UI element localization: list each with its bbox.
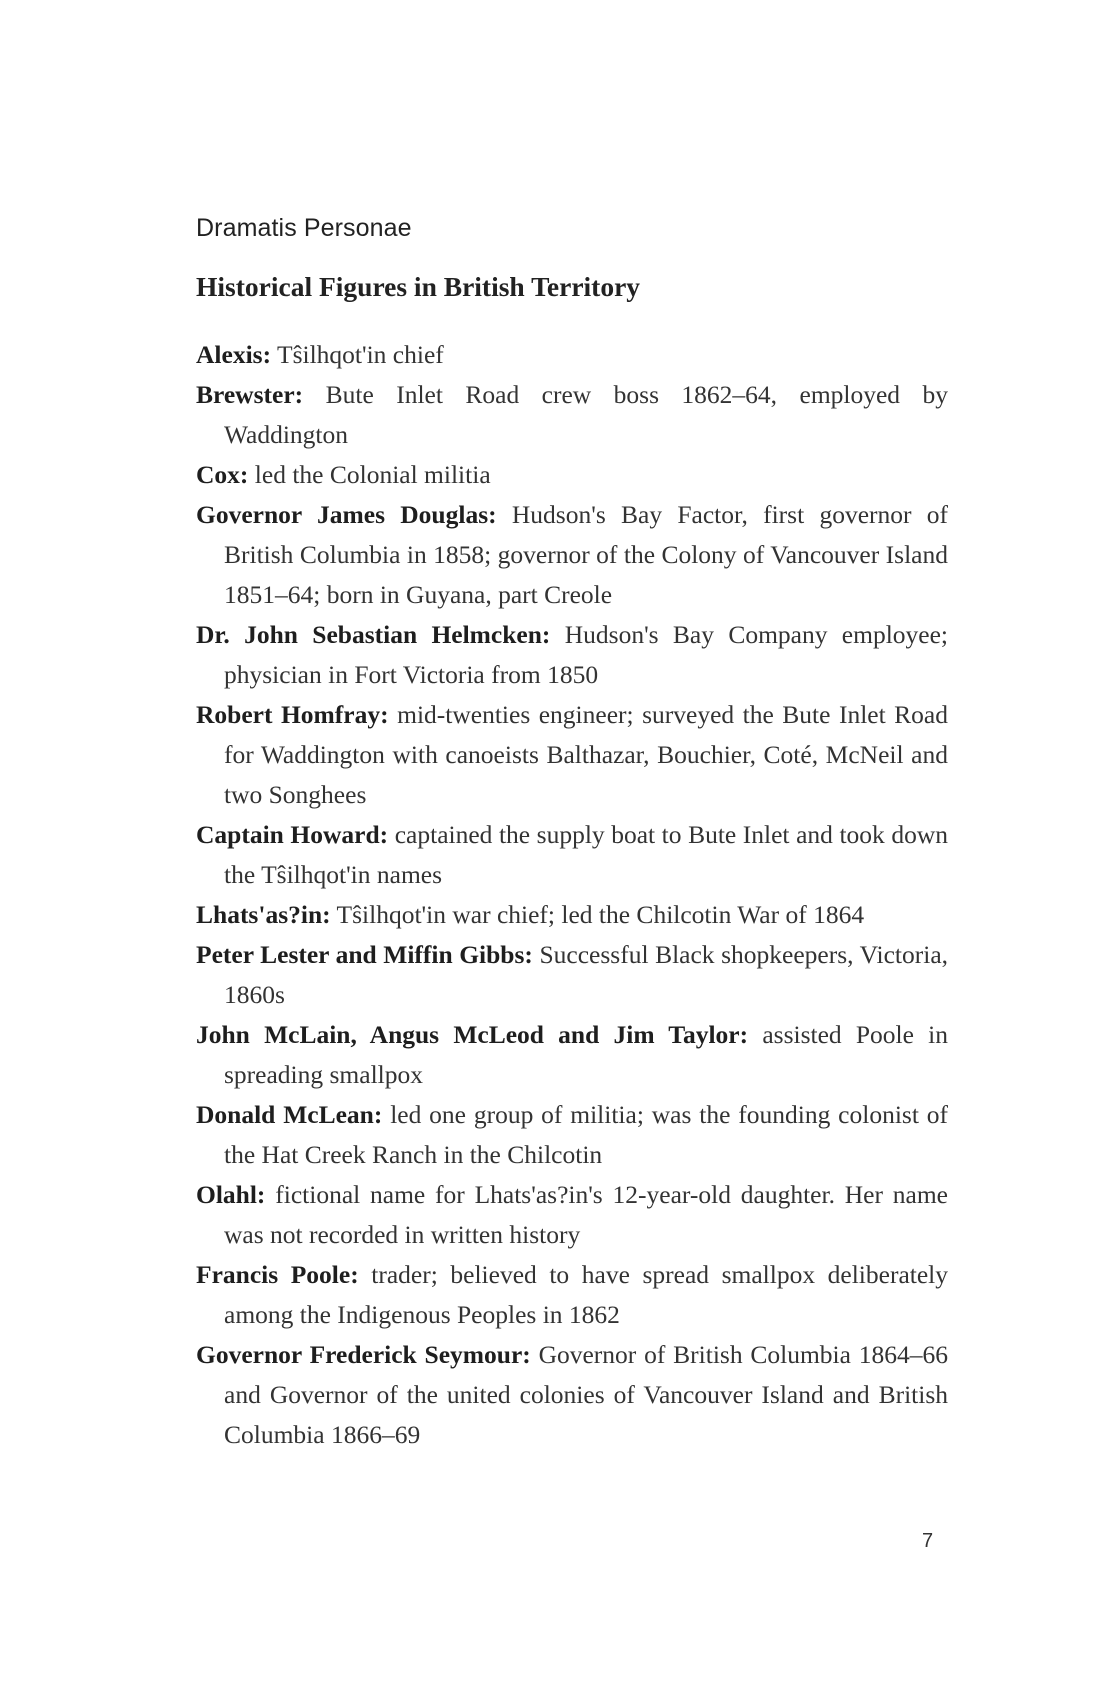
list-item (196, 335, 948, 375)
list-item (196, 895, 948, 935)
entry-description: led the Colonial militia (254, 460, 491, 489)
entry-description: trader; believed to have spread smallpox deliberately among the Indigenous Peoples in 1862 (224, 1260, 948, 1329)
entry-description: Successful Black shopkeepers, Victoria, 1860s (224, 940, 949, 1009)
list-item (196, 1175, 948, 1255)
entry-description: Tŝilhqot'in war chief; led the Chilcotin War of 1864 (336, 900, 865, 929)
list-item (196, 615, 948, 695)
list-item (196, 375, 948, 455)
entry-name: Donald McLean: (196, 1100, 383, 1129)
entry-description: Tŝilhqot'in chief (277, 340, 444, 369)
entry-name: Brewster: (196, 380, 304, 409)
entry-name: Governor Frederick Seymour: (196, 1340, 531, 1369)
list-item (196, 495, 948, 615)
list-item (196, 815, 948, 895)
entry-name: Governor James Douglas: (196, 500, 497, 529)
entry-description: captained the supply boat to Bute Inlet and took down the Tŝilhqot'in names (224, 820, 948, 889)
entry-name: Robert Homfray: (196, 700, 389, 729)
entry-name: Captain Howard: (196, 820, 389, 849)
entry-description: assisted Poole in spreading smallpox (224, 1020, 949, 1089)
entry-name: Peter Lester and Miffin Gibbs: (196, 940, 533, 969)
list-item (196, 935, 948, 1015)
entry-description: led one group of militia; was the founding colonist of the Hat Creek Ranch in the Chilcotin (224, 1100, 948, 1169)
entry-name: John McLain, Angus McLeod and Jim Taylor: (196, 1020, 749, 1049)
entry-description: fictional name for Lhats'as?in's 12-year-old daughter. Her name was not recorded in written history (224, 1180, 948, 1249)
section-title: Dramatis Personae (196, 214, 412, 242)
entry-name: Cox: (196, 460, 249, 489)
entry-name: Dr. John Sebastian Helmcken: (196, 620, 551, 649)
character-list (196, 335, 948, 1455)
list-item (196, 695, 948, 815)
list-item (196, 1095, 948, 1175)
entry-name: Alexis: (196, 340, 272, 369)
entry-description: Bute Inlet Road crew boss 1862–64, employed by Waddington (224, 380, 949, 449)
entry-description: mid-twenties engineer; surveyed the Bute Inlet Road for Waddington with canoeists Balthazar, Bouchier, Coté, McNeil and two Songhees (224, 700, 949, 809)
list-item (196, 455, 948, 495)
list-item (196, 1015, 948, 1095)
page-number: 7 (922, 1530, 934, 1552)
entry-description: Hudson's Bay Factor, first governor of British Columbia in 1858; governor of the Colony of Vancouver Island 1851–64; born in Guyana, part Creole (224, 500, 949, 609)
entry-description: Governor of British Columbia 1864–66 and Governor of the united colonies of Vancouver Island and British Columbia 1866–69 (224, 1340, 949, 1449)
list-item (196, 1255, 948, 1335)
list-item (196, 1335, 948, 1455)
page-heading: Historical Figures in British Territory (196, 271, 641, 302)
entry-name: Francis Poole: (196, 1260, 359, 1289)
entry-description: Hudson's Bay Company employee; physician in Fort Victoria from 1850 (224, 620, 949, 689)
entry-name: Lhats'as?in: (196, 900, 331, 929)
entry-name: Olahl: (196, 1180, 266, 1209)
